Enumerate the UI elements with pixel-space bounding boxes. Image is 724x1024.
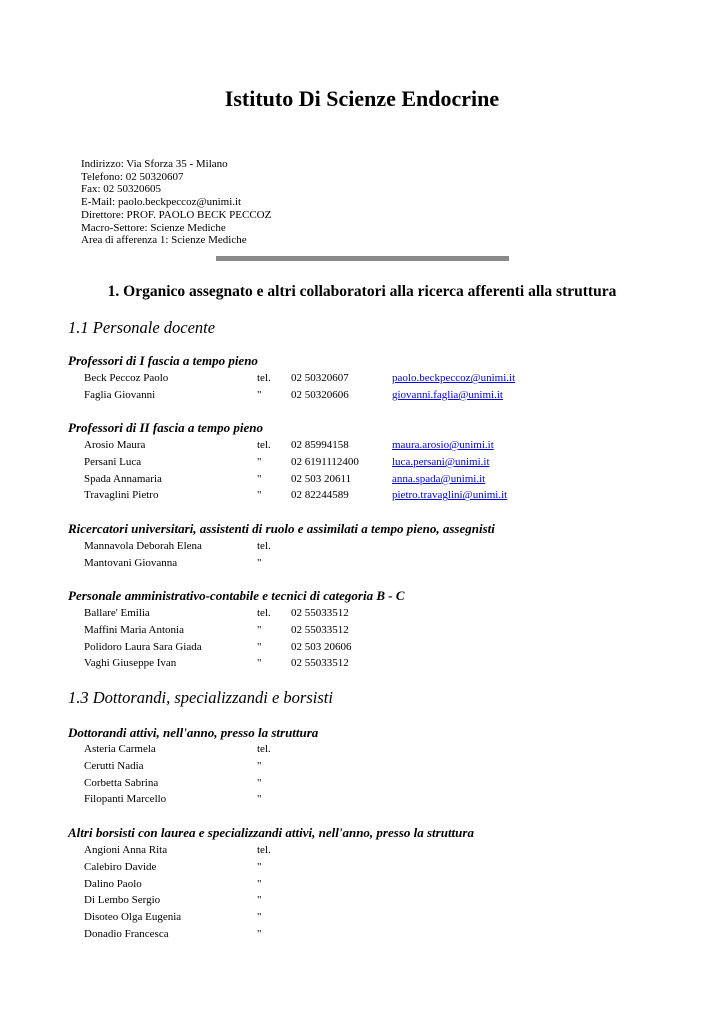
staff-email-link[interactable]: giovanni.faglia@unimi.it <box>392 388 503 401</box>
staff-email-link[interactable]: paolo.beckpeccoz@unimi.it <box>392 372 516 384</box>
staff-name: Mannavola Deborah Elena <box>84 540 202 552</box>
staff-row <box>0 909 724 926</box>
staff-email-link[interactable]: maura.arosio@unimi.it <box>392 439 494 451</box>
staff-name: Spada Annamaria <box>84 472 162 485</box>
tel-label: " <box>257 911 262 924</box>
tel-label: tel. <box>257 844 271 856</box>
info-address: Indirizzo: Via Sforza 35 - Milano <box>81 158 228 170</box>
info-area: Area di afferenza 1: Scienze Mediche <box>81 234 247 247</box>
tel-label: " <box>257 894 262 907</box>
staff-list <box>0 842 724 943</box>
staff-list <box>0 437 724 504</box>
staff-row <box>0 487 724 504</box>
info-email: E-Mail: paolo.beckpeccoz@unimi.it <box>81 196 242 209</box>
staff-phone: 02 82244589 <box>291 489 349 502</box>
section-heading: 1. Organico assegnato e altri collaboratori alla ricerca afferenti alla struttura <box>107 283 617 300</box>
tel-label: " <box>257 793 262 806</box>
tel-label: " <box>257 759 262 772</box>
staff-email-link[interactable]: pietro.travaglini@unimi.it <box>392 489 508 502</box>
category-heading: Personale amministrativo-contabile e tecnici di categoria B - C <box>68 588 405 603</box>
horizontal-divider <box>216 256 509 261</box>
tel-label: " <box>257 472 262 485</box>
staff-name: Filopanti Marcello <box>84 793 167 806</box>
staff-name: Mantovani Giovanna <box>84 556 178 569</box>
staff-row <box>0 655 724 672</box>
tel-label: " <box>257 455 262 468</box>
staff-name: Persani Luca <box>84 455 142 468</box>
tel-label: " <box>257 860 262 873</box>
staff-row <box>0 892 724 909</box>
staff-row <box>0 758 724 775</box>
staff-name: Arosio Maura <box>84 439 146 451</box>
info-macro-sector: Macro-Settore: Scienze Mediche <box>81 221 226 234</box>
staff-phone: 02 503 20606 <box>291 640 352 653</box>
staff-row <box>0 538 724 555</box>
info-fax: Fax: 02 50320605 <box>81 183 162 196</box>
staff-row <box>0 555 724 572</box>
category-heading: Dottorandi attivi, nell'anno, presso la struttura <box>68 725 319 740</box>
subsection-heading: 1.1 Personale docente <box>68 318 216 337</box>
staff-name: Cerutti Nadia <box>84 759 144 772</box>
staff-phone: 02 85994158 <box>291 439 349 451</box>
staff-phone: 02 503 20611 <box>291 472 352 485</box>
staff-phone: 02 50320607 <box>291 372 349 384</box>
category-heading: Professori di I fascia a tempo pieno <box>68 353 258 368</box>
staff-phone: 02 55033512 <box>291 607 349 619</box>
tel-label: tel. <box>257 540 271 552</box>
staff-name: Faglia Giovanni <box>84 388 156 401</box>
staff-row <box>0 437 724 454</box>
staff-name: Travaglini Pietro <box>84 489 159 502</box>
staff-row <box>0 741 724 758</box>
staff-row <box>0 639 724 656</box>
tel-label: " <box>257 927 262 940</box>
tel-label: " <box>257 640 262 653</box>
tel-label: " <box>257 657 262 670</box>
tel-label: " <box>257 388 262 401</box>
info-phone: Telefono: 02 50320607 <box>81 170 184 183</box>
staff-name: Angioni Anna Rita <box>84 844 168 856</box>
staff-email-link[interactable]: anna.spada@unimi.it <box>392 472 486 485</box>
staff-name: Beck Peccoz Paolo <box>84 372 169 384</box>
staff-row <box>0 859 724 876</box>
category-heading: Ricercatori universitari, assistenti di ruolo e assimilati a tempo pieno, assegnisti <box>68 521 495 536</box>
category-heading: Altri borsisti con laurea e specializzandi attivi, nell'anno, presso la struttura <box>68 825 474 840</box>
staff-list <box>0 370 724 404</box>
staff-row <box>0 471 724 488</box>
staff-name: Disoteo Olga Eugenia <box>84 911 182 924</box>
staff-name: Ballare' Emilia <box>84 607 150 619</box>
staff-name: Donadio Francesca <box>84 927 169 940</box>
staff-row <box>0 370 724 387</box>
staff-name: Polidoro Laura Sara Giada <box>84 640 202 653</box>
institute-info-block <box>81 158 271 247</box>
tel-label: " <box>257 877 262 890</box>
staff-row <box>0 454 724 471</box>
staff-name: Calebiro Davide <box>84 860 157 873</box>
staff-row <box>0 791 724 808</box>
staff-list <box>0 741 724 808</box>
staff-phone: 02 55033512 <box>291 657 349 670</box>
tel-label: " <box>257 489 262 502</box>
tel-label: " <box>257 623 262 636</box>
staff-phone: 02 55033512 <box>291 623 349 636</box>
staff-list <box>0 605 724 672</box>
staff-name: Asteria Carmela <box>84 743 156 755</box>
tel-label: " <box>257 776 262 789</box>
staff-list <box>0 538 724 572</box>
staff-row <box>0 387 724 404</box>
subsection-heading: 1.3 Dottorandi, specializzandi e borsisti <box>68 688 333 707</box>
staff-row <box>0 605 724 622</box>
category-heading: Professori di II fascia a tempo pieno <box>68 420 263 435</box>
staff-name: Di Lembo Sergio <box>84 894 161 907</box>
staff-name: Maffini Maria Antonia <box>84 623 184 636</box>
staff-row <box>0 926 724 943</box>
staff-row <box>0 876 724 893</box>
info-director: Direttore: PROF. PAOLO BECK PECCOZ <box>81 208 272 221</box>
staff-phone: 02 6191112400 <box>291 455 359 468</box>
staff-email-link[interactable]: luca.persani@unimi.it <box>392 455 490 468</box>
page-title: Istituto Di Scienze Endocrine <box>224 86 500 111</box>
tel-label: " <box>257 556 262 569</box>
tel-label: tel. <box>257 439 271 451</box>
staff-phone: 02 50320606 <box>291 388 349 401</box>
staff-name: Vaghi Giuseppe Ivan <box>84 657 177 670</box>
staff-row <box>0 622 724 639</box>
staff-name: Dalino Paolo <box>84 877 142 890</box>
tel-label: tel. <box>257 372 271 384</box>
staff-row <box>0 842 724 859</box>
staff-row <box>0 775 724 792</box>
tel-label: tel. <box>257 743 271 755</box>
tel-label: tel. <box>257 607 271 619</box>
staff-name: Corbetta Sabrina <box>84 776 159 789</box>
